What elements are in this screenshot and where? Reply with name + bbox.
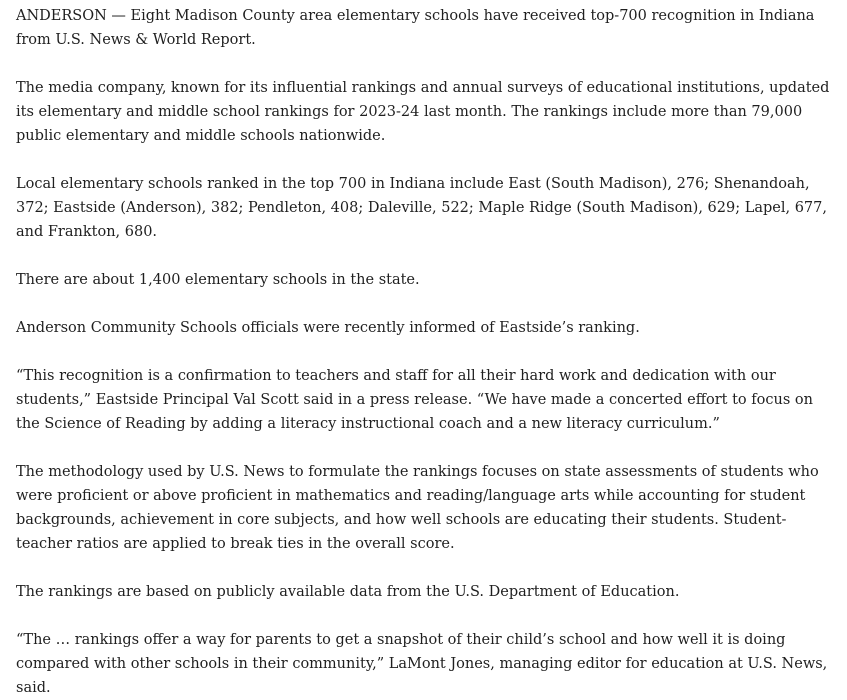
article-paragraph-editor-quote: “The … rankings offer a way for parents to get a snapshot of their child’s school and how well it is doing compared with other schools in their community,” LaMont Jones, managing editor for education at U.S. News, said. — [16, 632, 828, 696]
article-paragraph-local-rankings: Local elementary schools ranked in the top 700 in Indiana include East (South Madison), 276; Shenandoah, 372; Eastside (Anderson), 382; Pendleton, 408; Daleville, 522; Maple Ridge (South Madison), 629; Lapel, 677, and Frankton, 680. — [16, 176, 827, 240]
article-paragraph-acs-officials: Anderson Community Schools officials were recently informed of Eastside’s ranking. — [16, 320, 640, 336]
article-paragraph-methodology: The methodology used by U.S. News to formulate the rankings focuses on state assessments of students who were proficient or above proficient in mathematics and reading/language arts while accounting for student backgrounds, achievement in core subjects, and how well schools are educating their students. Student-teacher ratios are applied to break ties in the overall score. — [16, 464, 819, 552]
article-paragraph-media-company: The media company, known for its influential rankings and annual surveys of educational institutions, updated its elementary and middle school rankings for 2023-24 last month. The rankings include more than 79,000 public elementary and middle schools nationwide. — [16, 80, 830, 144]
article-paragraph-data-source: The rankings are based on publicly available data from the U.S. Department of Education. — [16, 584, 680, 600]
article-paragraph-state-count: There are about 1,400 elementary schools in the state. — [16, 272, 420, 288]
article-paragraph-principal-quote: “This recognition is a confirmation to teachers and staff for all their hard work and dedication with our students,” Eastside Principal Val Scott said in a press release. “We have made a concerted effort to focus on the Science of Reading by adding a literacy instructional coach and a new literacy curriculum.” — [16, 368, 813, 432]
article-paragraph-lede: ANDERSON — Eight Madison County area elementary schools have received top-700 recognition in Indiana from U.S. News & World Report. — [16, 8, 815, 48]
